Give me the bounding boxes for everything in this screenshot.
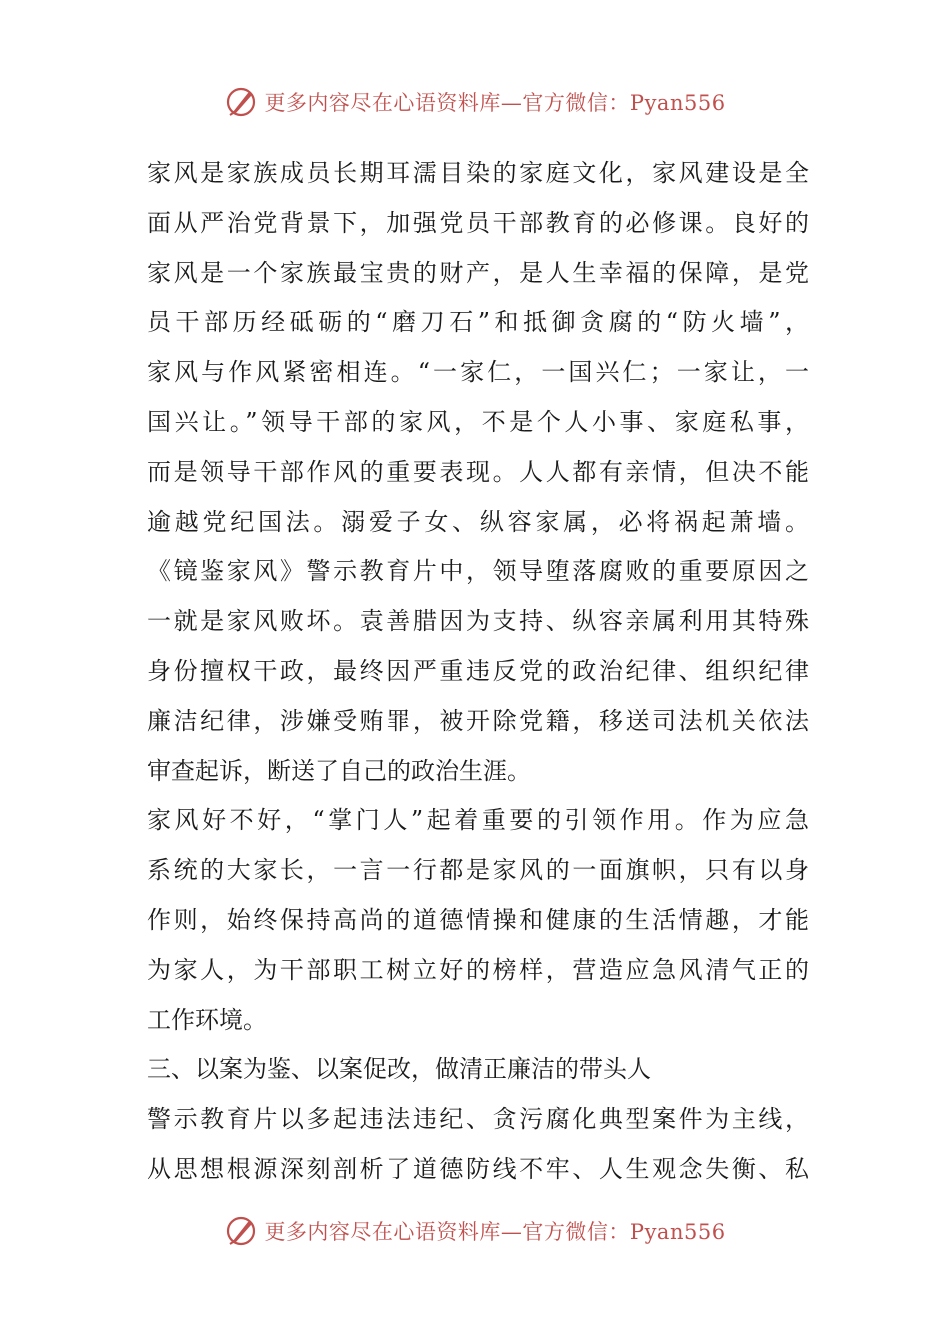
text-line: 《镜鉴家风》警示教育片中，领导堕落腐败的重要原因之	[147, 557, 809, 586]
header-banner	[0, 82, 950, 122]
quill-logo-icon	[224, 1214, 258, 1248]
text-line: 家风是家族成员长期耳濡目染的家庭文化，家风建设是全	[147, 159, 809, 187]
text-line: 从思想根源深刻剖析了道德防线不牢、人生观念失衡、私	[147, 1154, 809, 1183]
text-line: 为家人，为干部职工树立好的榜样，营造应急风清气正的	[147, 955, 809, 984]
text-line: 警示教育片以多起违法违纪、贪污腐化典型案件为主线，	[147, 1105, 809, 1134]
text-line: 身份擅权干政，最终因严重违反党的政治纪律、组织纪律	[147, 656, 809, 685]
quill-logo-icon	[224, 85, 258, 119]
text-line: 廉洁纪律，涉嫌受贿罪，被开除党籍，移送司法机关依法	[147, 706, 809, 735]
text-line: 工作环境。	[147, 1005, 267, 1034]
banner-text: 更多内容尽在心语资料库—官方微信：Pyan556	[264, 91, 726, 115]
text-line: 家风与作风紧密相连。“一家仁，一国兴仁；一家让，一	[147, 358, 809, 387]
text-line: 一就是家风败坏。袁善腊因为支持、纵容亲属利用其特殊	[147, 607, 809, 636]
text-line: 国兴让。”领导干部的家风，不是个人小事、家庭私事，	[147, 407, 809, 436]
text-line: 而是领导干部作风的重要表现。人人都有亲情，但决不能	[147, 457, 809, 486]
text-line: 家风是一个家族最宝贵的财产，是人生幸福的保障，是党	[147, 258, 809, 287]
text-line: 员干部历经砥砺的“磨刀石”和抵御贪腐的“防火墙”，	[147, 308, 809, 337]
text-line: 审查起诉，断送了自己的政治生涯。	[147, 756, 531, 785]
text-line: 面从严治党背景下，加强党员干部教育的必修课。良好的	[147, 208, 809, 237]
banner-text: 更多内容尽在心语资料库—官方微信：Pyan556	[264, 1220, 726, 1244]
text-line: 逾越党纪国法。溺爱子女、纵容家属，必将祸起萧墙。	[147, 507, 809, 536]
text-line: 三、以案为鉴、以案促改，做清正廉洁的带头人	[147, 1055, 651, 1084]
footer-banner	[0, 1211, 950, 1251]
text-line: 家风好不好，“掌门人”起着重要的引领作用。作为应急	[147, 806, 809, 835]
text-line: 作则，始终保持高尚的道德情操和健康的生活情趣，才能	[147, 905, 809, 934]
text-line: 系统的大家长，一言一行都是家风的一面旗帜，只有以身	[147, 856, 809, 885]
document-body	[147, 149, 809, 1195]
